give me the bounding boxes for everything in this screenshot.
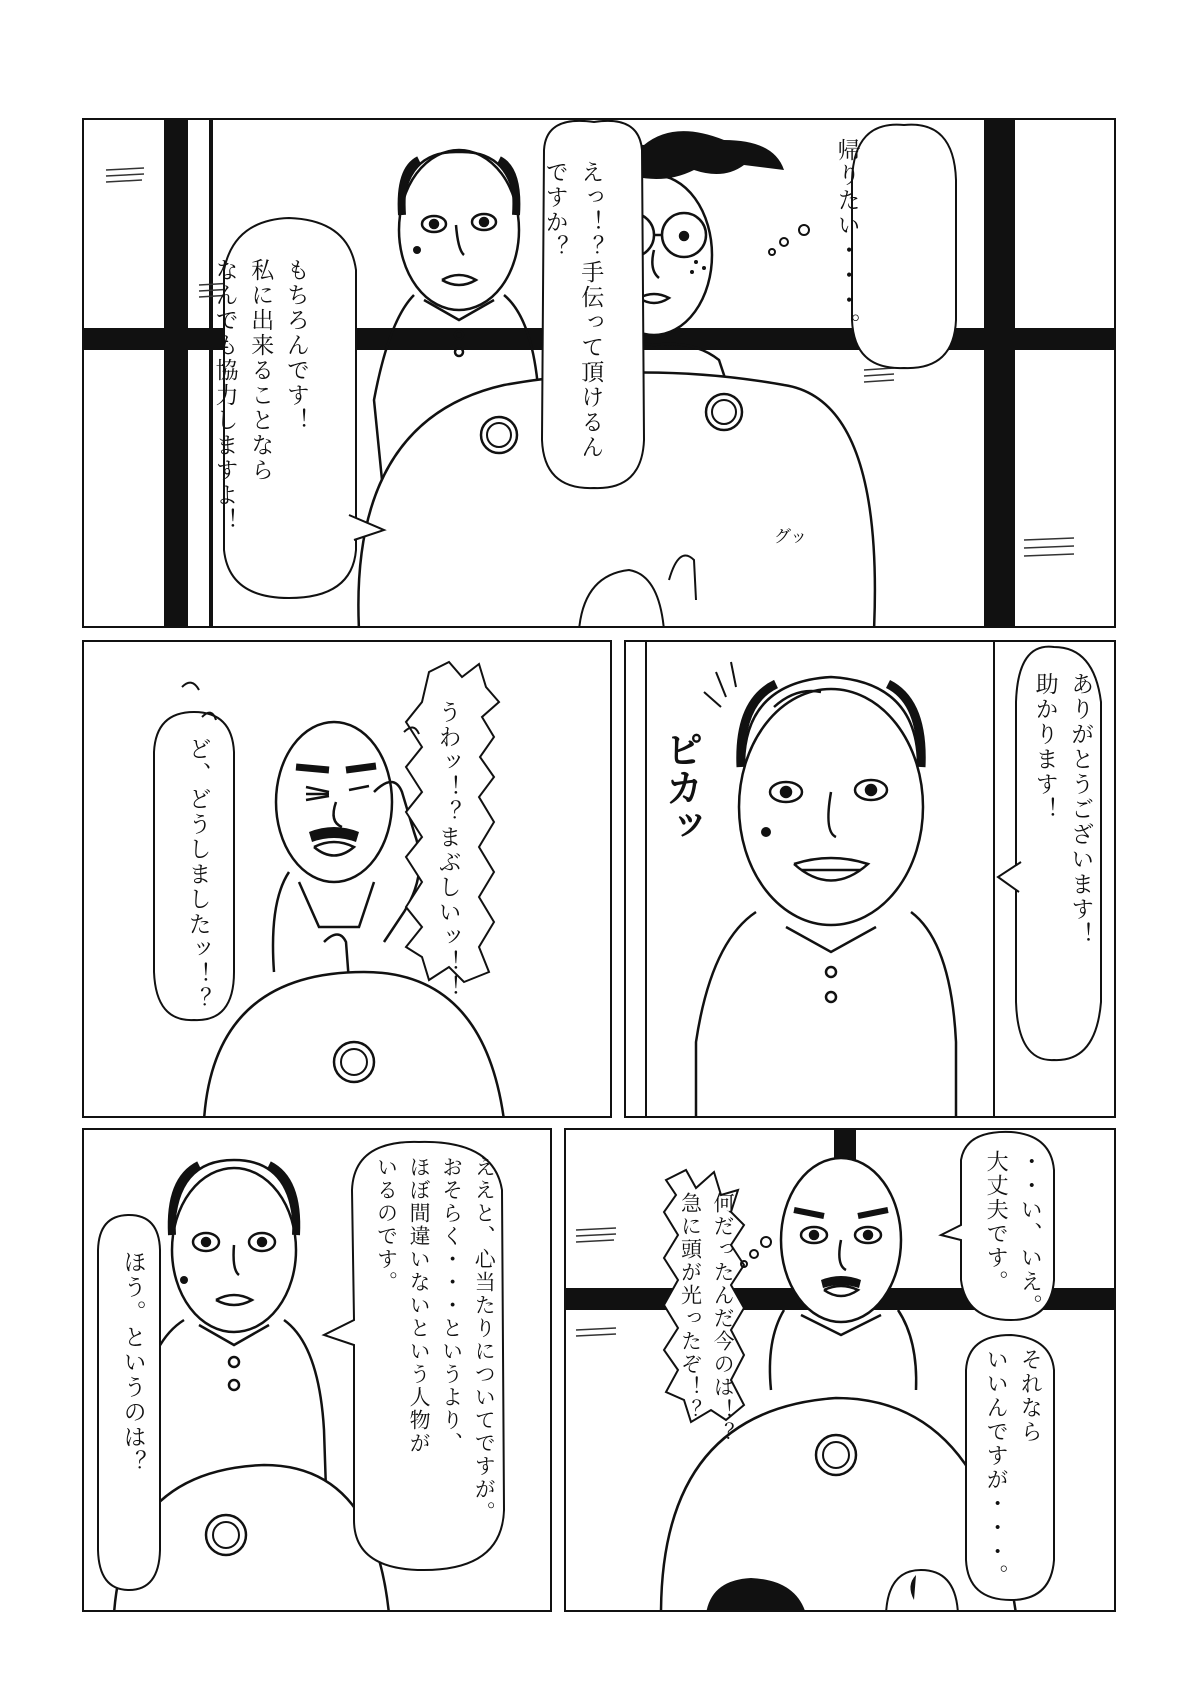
bubble-line: いいんですが・・・。 [983,1348,1009,1588]
bubble-line: 急に頭が光ったぞ！？ [678,1192,703,1422]
bubble-line: えっ！？手伝って頂けるん [577,160,604,460]
panel-1 [82,118,1116,628]
bubble-line: ですか？ [541,160,568,260]
sfx-gu: グッ [774,527,808,547]
bubble-line: 私に出来ることなら [247,258,274,483]
speech-bubble-nandattanda [674,1192,739,1445]
panel-5 [564,1128,1116,1612]
panel-3 [624,640,1116,1118]
panel-4 [82,1128,552,1612]
speech-bubble-kaeritai [828,138,864,338]
panel-2 [82,640,612,1118]
speech-bubble-hou [114,1250,150,1475]
speech-bubble-daijoubu [978,1150,1046,1318]
speech-bubble-sorenara [978,1348,1046,1588]
bubble-line: いるのです。 [374,1156,399,1294]
speech-bubble-mabushii [429,700,465,1000]
bubble-line: 大丈夫です。 [983,1150,1009,1294]
speech-bubble-doushimashita [179,737,215,1012]
bubble-line: もちろんです！ [282,258,309,433]
bubble-line: ええと、心当たりについてですが。 [472,1156,497,1524]
speech-bubble-mochiron [206,258,313,533]
sfx-pika: ピカッ [659,730,703,844]
panel-2-art [84,642,612,1118]
speech-bubble-kokoroatari [370,1156,500,1524]
bubble-line: 帰りたい・・・。 [833,138,860,338]
bubble-line: ほぼ間違いないという人物が [407,1156,432,1455]
bubble-line: ・・い、いえ。 [1017,1150,1043,1318]
bubble-line: ほう。というのは？ [119,1250,146,1475]
bubble-line: ありがとうございます！ [1067,672,1094,947]
speech-bubble-arigatou [1026,672,1097,947]
speech-bubble-tetsudatte [536,160,607,460]
bubble-line: おそらく・・・というより、 [439,1156,464,1455]
bubble-line: ど、どうしましたッ！？ [184,737,211,1012]
bubble-line: うわッ！？まぶしいッ！！ [434,700,461,1000]
bubble-line: それなら [1017,1348,1043,1444]
bubble-line: 何だったんだ今のは！？ [711,1192,736,1445]
bubble-line: 助かります！ [1031,672,1058,822]
bubble-line: なんでも協力しますよ！ [211,258,238,533]
